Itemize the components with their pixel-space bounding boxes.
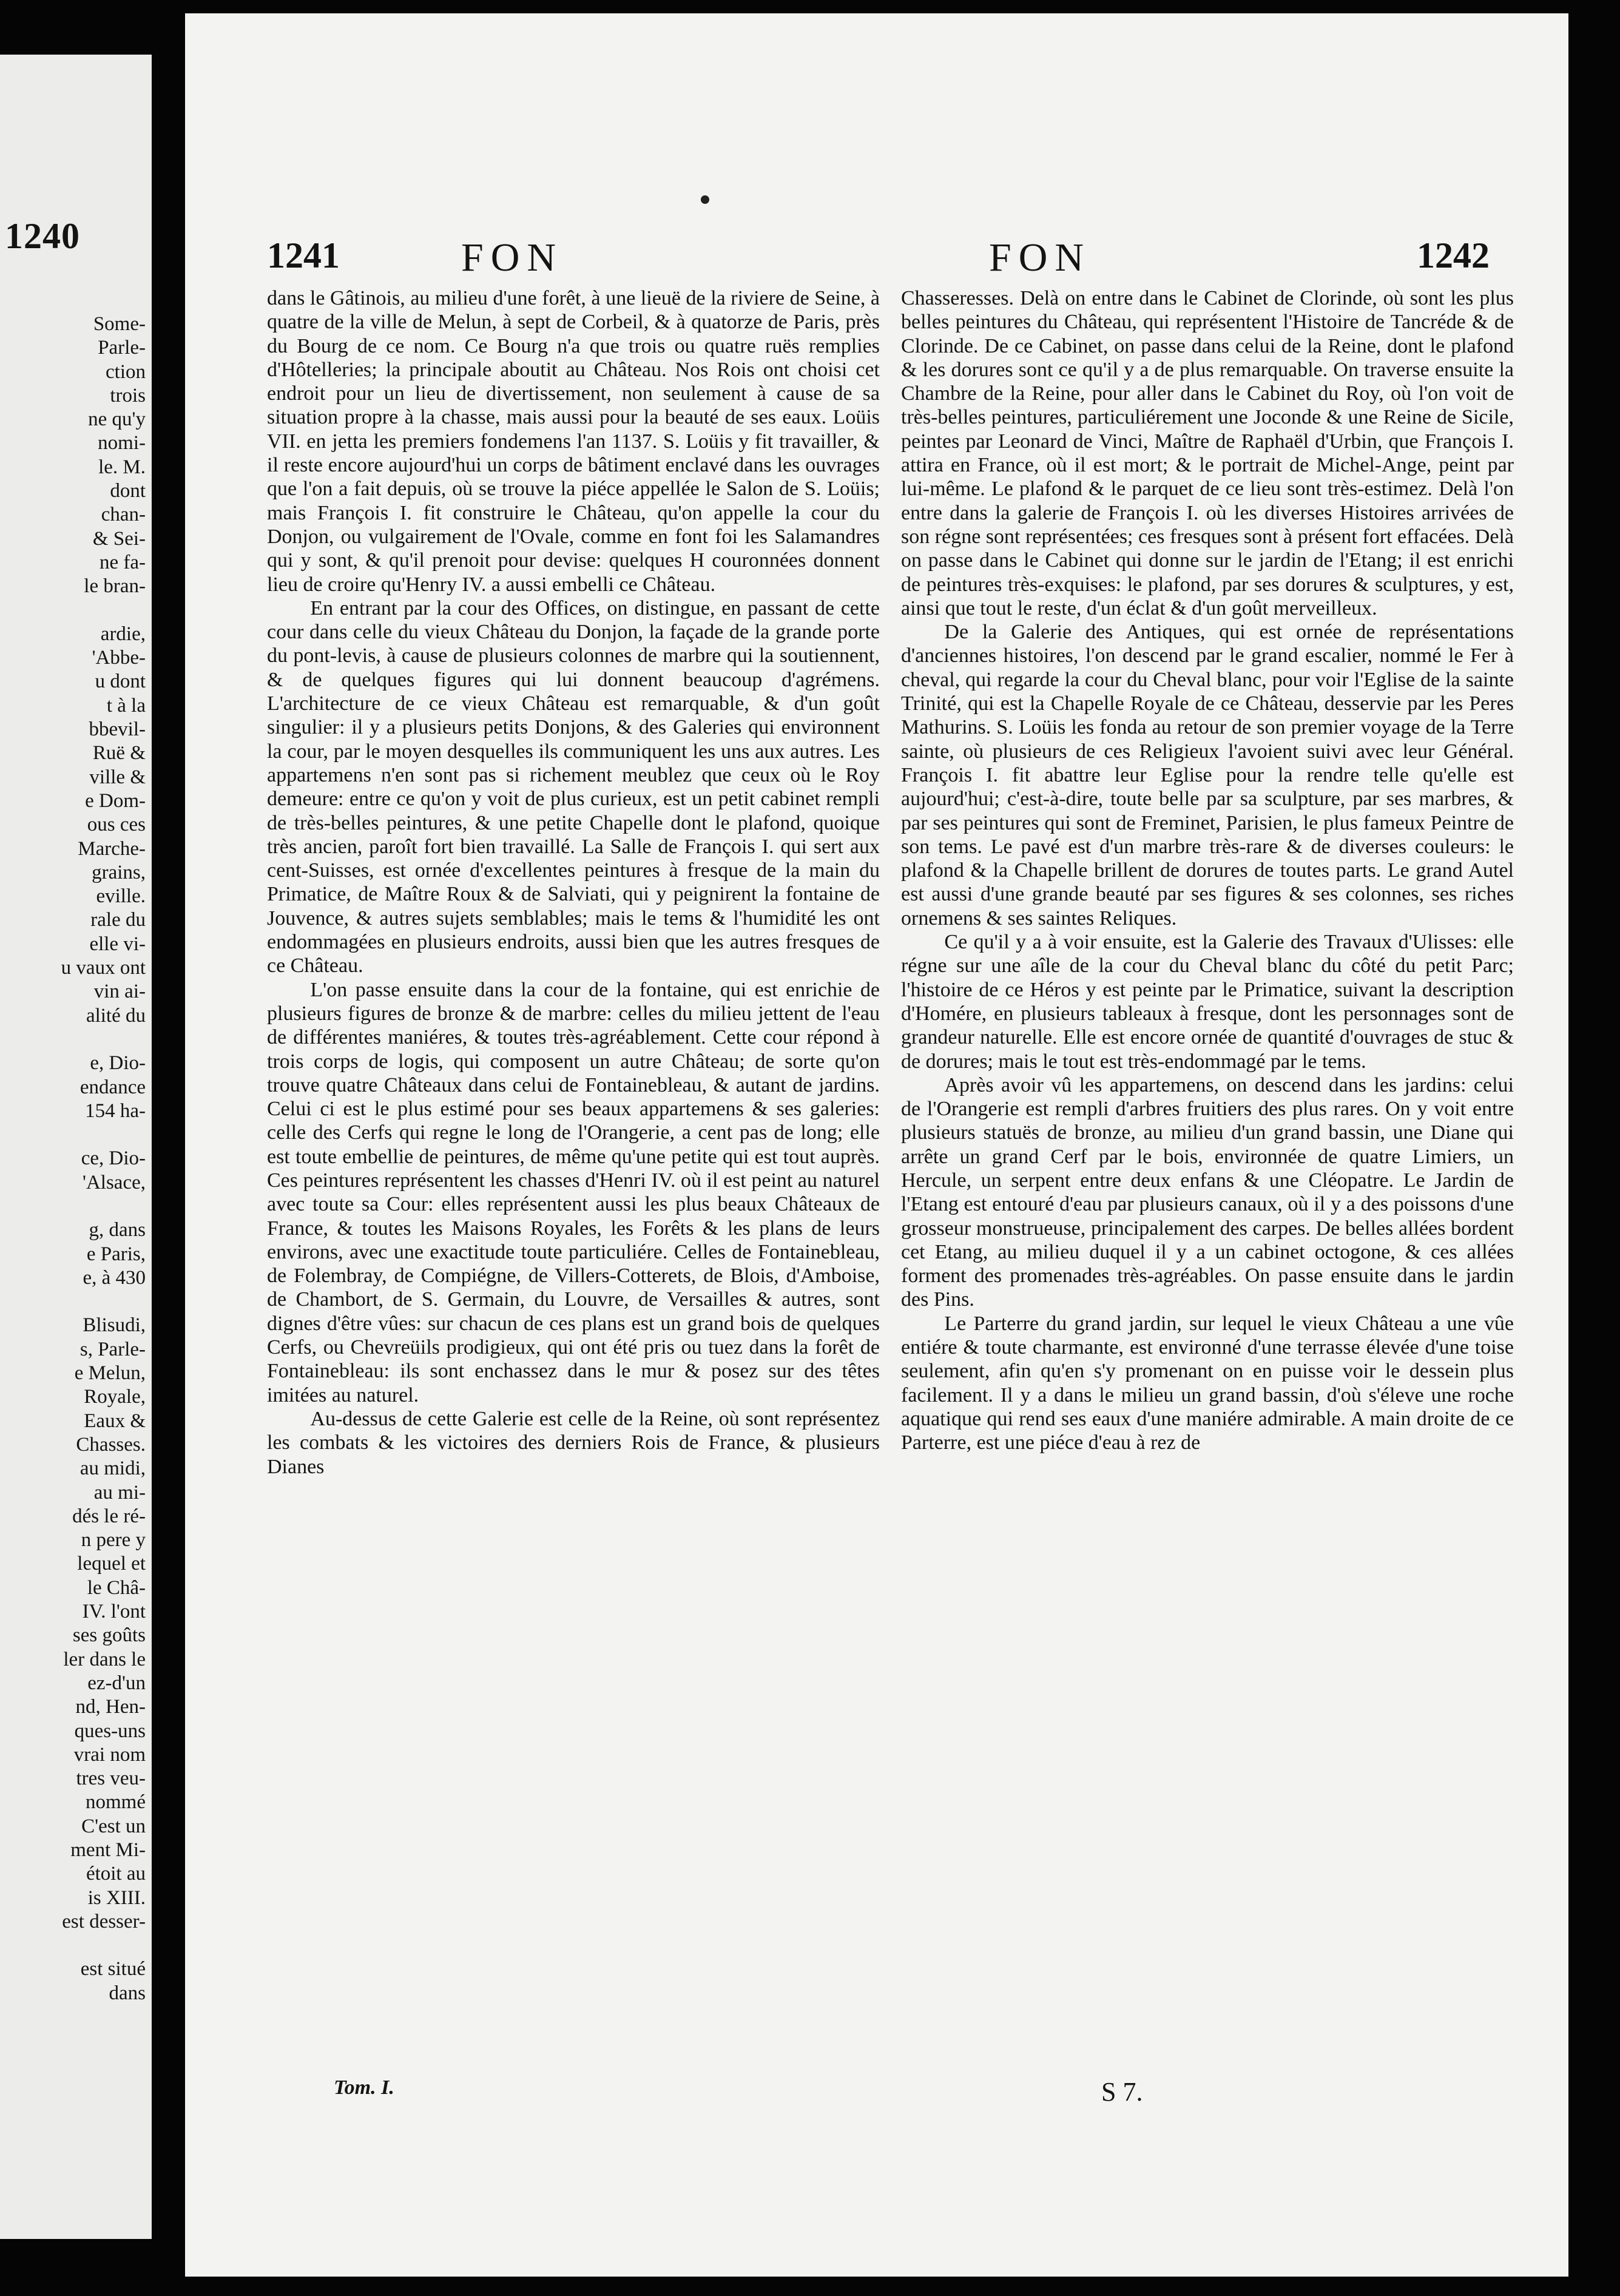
line-fragment: étoit au xyxy=(86,1863,146,1885)
line-fragment: vin ai- xyxy=(93,981,146,1003)
line-fragment xyxy=(4,1123,149,1147)
line-fragment: e, Dio- xyxy=(90,1052,146,1075)
line-fragment: rale du xyxy=(90,909,146,931)
line-fragment: vrai nom xyxy=(73,1743,146,1766)
line-fragment: alité du xyxy=(86,1004,146,1027)
line-fragment: lequel et xyxy=(77,1553,146,1575)
paragraph: dans le Gâtinois, au milieu d'une forêt, à une lieuë de la riviere de Seine, à quatre de la ville de Melun, à sept de Corbeil, & à quatorze de Paris, près du Bourg de ce nom. Ce Bourg n'a que trois ou quatre ruës remplies d'Hôtelleries; la principale aboutit au Château. Nos Rois ont choisi cet endroit pour un lieu de divertissement, non seulement à cause de sa situation propre à la chasse, mais aussi pour la beauté de ses eaux. Loüis VII. en jetta les premiers fondemens l'an 1137. S. Loüis y fit travailler, & il reste encore aujourd'hui un corps de bâtiment enclavé dans les ouvrages que l'on a fait depuis, où se trouve la piéce appellée le Salon de S. Loüis; mais François I. fit construire le Château, qu'on appelle la cour du Donjon, ou vulgairement de l'Ovale, comme en font foi les Salamandres qui y sont, & qu'il prenoit pour devise: quelques H couronnées donnent lieu de croire qu'Henry IV. a aussi embelli ce Château. xyxy=(267,287,880,596)
line-fragment: Blisudi, xyxy=(83,1314,146,1337)
line-fragment: tres veu- xyxy=(76,1768,146,1790)
previous-page-fragments xyxy=(4,312,149,2005)
line-fragment: ez-d'un xyxy=(87,1672,146,1694)
line-fragment: ce, Dio- xyxy=(81,1147,146,1170)
line-fragment: e Melun, xyxy=(74,1362,146,1385)
line-fragment: u dont xyxy=(95,670,146,693)
ink-dot xyxy=(701,195,709,204)
line-fragment: eville. xyxy=(96,885,146,908)
line-fragment: Ruë & xyxy=(92,742,146,765)
line-fragment: Marche- xyxy=(78,837,146,860)
line-fragment: C'est un xyxy=(81,1815,146,1837)
line-fragment: ment Mi- xyxy=(70,1839,146,1861)
line-fragment: est desser- xyxy=(62,1910,146,1933)
line-fragment: au midi, xyxy=(79,1457,146,1480)
line-fragment: g, dans xyxy=(89,1219,146,1241)
book-page xyxy=(185,13,1568,2277)
line-fragment: ction xyxy=(106,360,146,383)
line-fragment: & Sei- xyxy=(92,527,146,550)
paragraph: En entrant par la cour des Offices, on distingue, en passant de cette cour dans celle du vieux Château du Donjon, la façade de la grande porte du pont-levis, à cause de plusieurs colonnes de marbre qui la soutiennent, & de quelques figures qui lui donnent beaucoup d'agrémens. L'architecture de ce vieux Château est remarquable, & d'un goût singulier: il y a plusieurs petits Donjons, & des Galeries qui environnent la cour, par le moyen desquelles ils communiquent les uns aux autres. Les appartemens n'en sont pas si richement meublez que ceux où le Roy demeure: entre ce qu'on y voit de plus curieux, est un petit cabinet rempli de très-belles peintures, & une petite Chapelle dont le plafond, quoique très ancien, paroît fort bien travaillé. La Salle de François I. qui sert aux cent-Suisses, est ornée d'excellentes peintures à fresque de la main du Primatice, de Maître Roux & de Salviati, qui y peignirent la fontaine de Jouvence, & autres sujets semblables; mais le tems & l'humidité les ont endommagées en plusieurs endroits, aussi bien que les autres fresques de ce Château. xyxy=(267,596,880,977)
line-fragment: Chasses. xyxy=(76,1433,146,1456)
running-head-right: FON xyxy=(989,235,1092,280)
line-fragment: dont xyxy=(110,480,146,502)
line-fragment: le bran- xyxy=(84,575,146,598)
line-fragment: trois xyxy=(110,384,146,407)
line-fragment: 'Alsace, xyxy=(83,1171,146,1194)
line-fragment: ardie, xyxy=(100,623,146,645)
line-fragment xyxy=(4,1028,149,1052)
line-fragment: le. M. xyxy=(98,456,146,478)
line-fragment: u vaux ont xyxy=(61,957,146,979)
line-fragment: e, à 430 xyxy=(83,1266,146,1289)
line-fragment: le Châ- xyxy=(87,1576,146,1599)
line-fragment: s, Parle- xyxy=(79,1338,146,1360)
line-fragment: is XIII. xyxy=(87,1886,146,1909)
line-fragment: elle vi- xyxy=(89,933,146,955)
page-number-left: 1241 xyxy=(267,235,340,275)
paragraph: Chasseresses. Delà on entre dans le Cabinet de Clorinde, où sont les plus belles peintures du Château, qui représentent l'Histoire de Tancréde & de Clorinde. De ce Cabinet, on passe dans celui de la Reine, dont le plafond & les dorures sont ce qu'il y a de plus remarquable. On traverse ensuite la Chambre de la Reine, pour aller dans le Cabinet du Roy, où l'on voit de très-belles peintures, particuliérement une Joconde & une Reine de Sicile, peintes par Leonard de Vinci, Maître de Raphaël d'Urbin, que François I. attira en France, où il est mort; & le portrait de Michel-Ange, peint par lui-même. Le plafond & le parquet de ce lieu sont très-estimez. Delà l'on entre dans la galerie de François I. où les diverses Histoires arrivées de son régne sont représentées; ces fresques sont à présent fort effacées. Delà on passe dans le Cabinet qui donne sur le jardin de l'Etang; il est enrichi de peintures très-exquises: le plafond, par ses dorures & sculptures, y est, ainsi que tout le reste, d'un éclat & d'un goût merveilleux. xyxy=(901,287,1514,620)
scan-border xyxy=(1581,0,1620,2296)
line-fragment: t à la xyxy=(106,694,146,717)
line-fragment: dans xyxy=(109,1982,146,2004)
line-fragment: Eaux & xyxy=(84,1410,146,1432)
volume-signature: Tom. I. xyxy=(334,2076,394,2099)
line-fragment: e Dom- xyxy=(85,789,146,812)
line-fragment: Royale, xyxy=(84,1386,146,1408)
paragraph: Le Parterre du grand jardin, sur lequel le vieux Château a une vûe entiére & toute charmante, est environné d'une terrasse élevée d'une toise seulement, afin qu'en s'y promenant on en puisse voir le dessein plus facilement. Il y a dans le milieu un grand bassin, d'où s'éleve une roche aquatique qui rend ses eaux d'une maniére admirable. A main droite de ce Parterre, est une piéce d'eau à rez de xyxy=(901,1312,1514,1454)
line-fragment: 'Abbe- xyxy=(92,647,146,669)
line-fragment: ses goûts xyxy=(72,1624,146,1647)
line-fragment: chan- xyxy=(101,504,146,526)
paragraph: Ce qu'il y a à voir ensuite, est la Galerie des Travaux d'Ulisses: elle régne sur une aîle de la cour du Cheval blanc du côté du petit Parc; l'histoire de ce Héros y est peinte par le Primatice, suivant la description d'Homére, en plusieurs tableaux à fresque, dont les personnages sont de grandeur naturelle. Elle est encore ornée de quantité d'ouvrages de stuc & de dorures; mais le tout est très-endommagé par le tems. xyxy=(901,931,1514,1073)
paragraph: Après avoir vû les appartemens, on descend dans les jardins: celui de l'Orangerie est rempli d'arbres fruitiers des plus rares. On y voit entre plusieurs statuës de bronze, au milieu d'un grand bassin, une Diane qui arrête un grand Cerf par le bois, environnée de quatre Limiers, un Hercule, un serpent entre deux enfans & une Cléopatre. Le Jardin de l'Etang est entouré d'eau par plusieurs canaux, où il y a des poissons d'une grosseur monstrueuse, principalement des carpes. De belles allées bordent cet Etang, au milieu duquel il y a un cabinet octogone, & ces allées forment des promenades très-agréables. On passe ensuite dans le jardin des Pins. xyxy=(901,1073,1514,1311)
line-fragment: nd, Hen- xyxy=(75,1696,146,1718)
column-left xyxy=(267,286,880,1479)
line-fragment: ville & xyxy=(89,766,146,788)
running-head-left: FON xyxy=(461,235,564,280)
line-fragment: ne fa- xyxy=(99,551,146,573)
line-fragment xyxy=(4,599,149,623)
line-fragment: Parle- xyxy=(98,337,146,359)
line-fragment: au mi- xyxy=(93,1481,146,1504)
paragraph: L'on passe ensuite dans la cour de la fontaine, qui est enrichie de plusieurs figures de bronze & de marbre: celles du milieu jettent de l'eau de différentes maniéres, & toutes très-agréablement. Cette cour répond à trois corps de logis, qui composent un autre Château; de sorte qu'on trouve quatre Châteaux dans celui de Fontainebleau, & autant de jardins. Celui ci est le plus estimé pour ses beaux appartemens & ses galeries: celle des Cerfs qui regne le long de l'Orangerie, a cent pas de long; elle est toute embellie de peintures, de même qu'une petite qui est tout auprès. Ces peintures représentent les chasses d'Henri IV. où il est peint au naturel avec toute sa Cour: elles représentent aussi les plus beaux Châteaux de France, & toutes les Maisons Royales, les Forêts & les plans de leurs environs, avec une exactitude toute particuliére. Celles de Fontainebleau, de Folembray, de Compiégne, de Villers-Cotterets, de Blois, d'Amboise, de Chambort, de S. Germain, du Louvre, de Versailles & autres, sont dignes d'être vûes: sur chacun de ces plans est un grand bois de quelques Cerfs, ou Chevreüils prodigieux, qui ont été pris ou tuez dans la forêt de Fontainebleau: ils sont enchassez dans le mur & posez sur des têtes imitées au naturel. xyxy=(267,978,880,1406)
line-fragment: nomi- xyxy=(98,432,146,454)
line-fragment: nommé xyxy=(86,1791,146,1814)
line-fragment: ne qu'y xyxy=(88,408,146,431)
paragraph: Au-dessus de cette Galerie est celle de la Reine, où sont représentez les combats & les victoires des derniers Rois de France, & plusieurs Dianes xyxy=(267,1407,880,1478)
line-fragment: ler dans le xyxy=(63,1648,146,1670)
line-fragment xyxy=(4,1290,149,1314)
line-fragment: Some- xyxy=(93,313,146,335)
paragraph: De la Galerie des Antiques, qui est ornée de représentations d'anciennes histoires, l'on descend par le grand escalier, nommé le Fer à cheval, qui regarde la cour du Cheval blanc, pour voir l'Eglise de la sainte Trinité, qui est la Chapelle Royale de ce Château, desservie par les Peres Mathurins. S. Loüis les fonda au retour de son premier voyage de la Terre sainte, où plusieurs de ces Religieux l'avoient suivi avec leur Général. François I. fit abattre leur Eglise pour la rendre telle qu'elle est aujourd'hui; c'est-à-dire, toute belle par sa sculpture, par ses marbres, & par ses peintures qui sont de Freminet, Parisien, le plus fameux Peintre de son tems. Le pavé est d'un marbre très-rare & de diverses couleurs: le plafond & la Chapelle brillent de dorures de toutes parts. Le grand Autel est aussi d'une grande beauté par ses figures & ses colonnes, ses riches ornemens & ses saintes Reliques. xyxy=(901,621,1514,930)
line-fragment: grains, xyxy=(92,861,146,883)
previous-page-strip xyxy=(0,55,152,2239)
line-fragment xyxy=(4,1934,149,1957)
line-fragment: n pere y xyxy=(81,1529,146,1551)
column-right xyxy=(901,286,1514,1455)
line-fragment: 154 ha- xyxy=(85,1099,146,1122)
signature-mark: S 7. xyxy=(1101,2077,1143,2107)
line-fragment: bbevil- xyxy=(89,718,146,741)
line-fragment: IV. l'ont xyxy=(82,1601,146,1623)
previous-page-number: 1240 xyxy=(5,216,80,256)
line-fragment: e Paris, xyxy=(86,1243,146,1265)
line-fragment: endance xyxy=(79,1076,146,1098)
line-fragment xyxy=(4,1195,149,1218)
line-fragment: est situé xyxy=(80,1958,146,1980)
page-number-right: 1242 xyxy=(1417,235,1490,275)
line-fragment: ques-uns xyxy=(74,1720,146,1742)
line-fragment: ous ces xyxy=(87,814,146,836)
line-fragment: dés le ré- xyxy=(72,1505,146,1527)
